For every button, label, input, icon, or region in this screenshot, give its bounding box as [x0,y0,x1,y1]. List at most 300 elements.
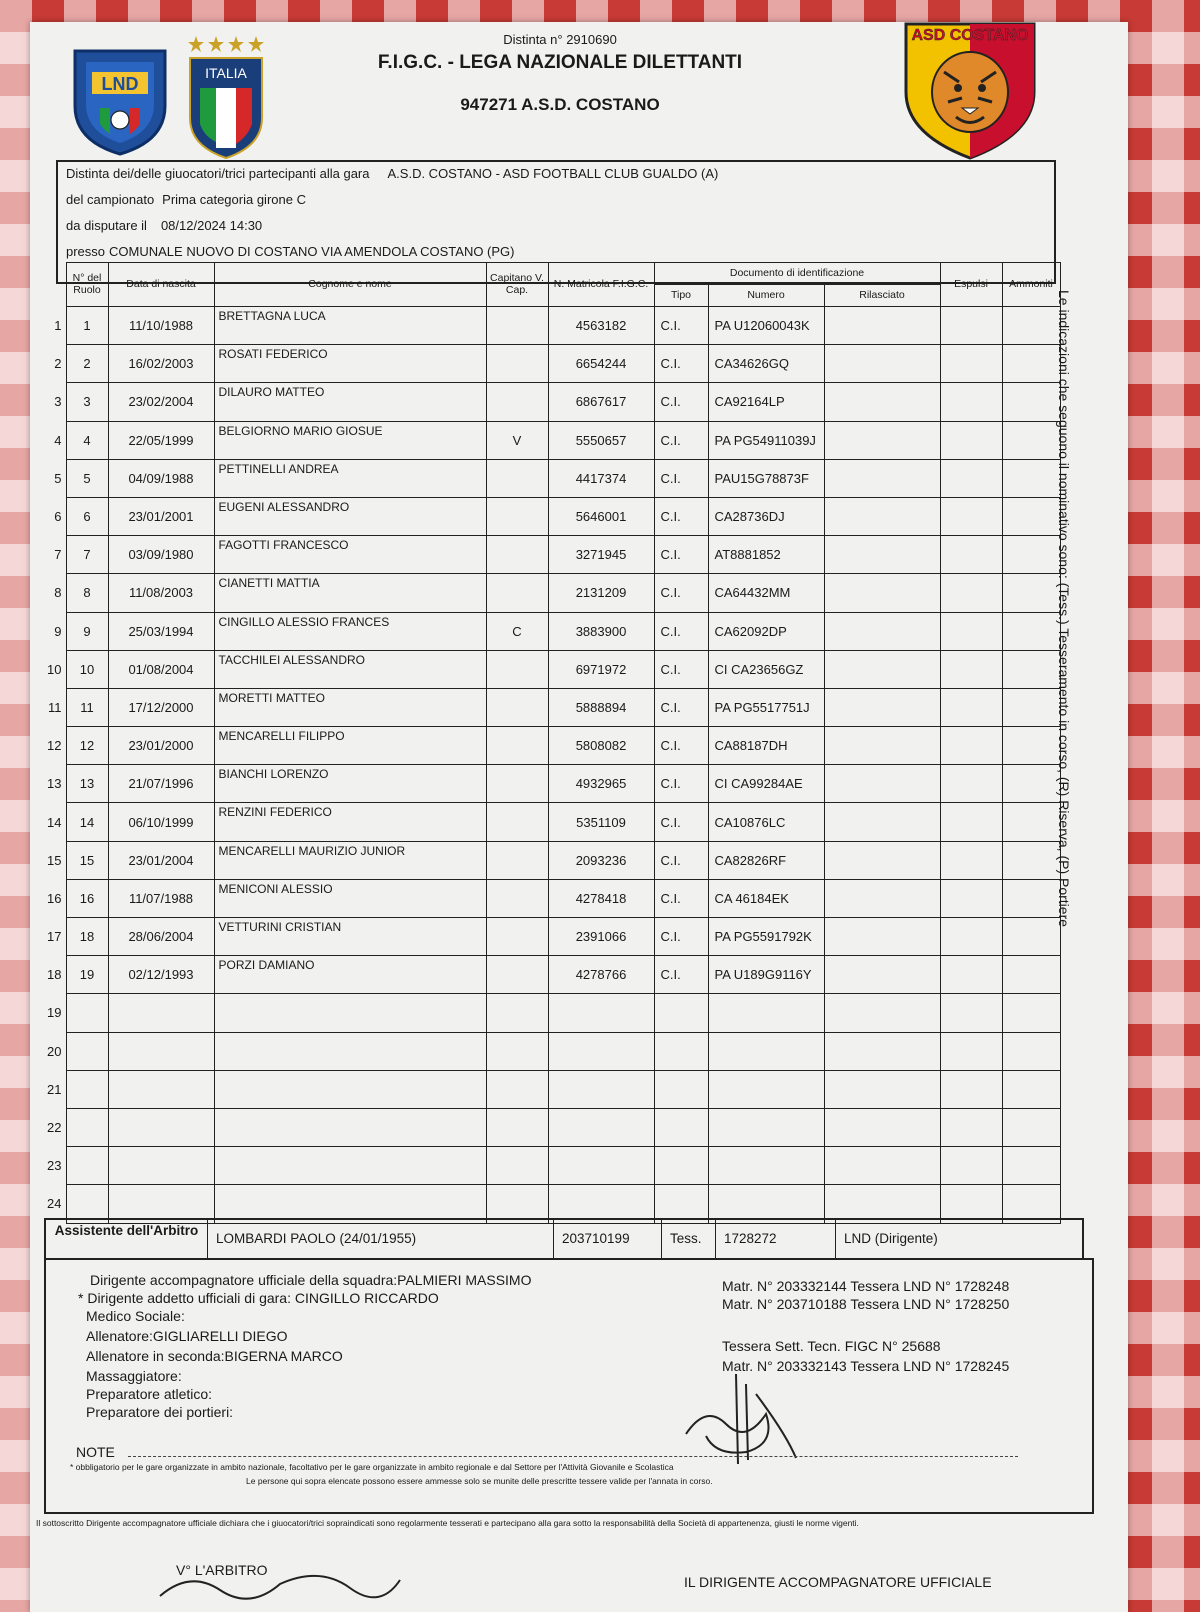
birthdate-cell: 23/01/2004 [108,841,214,879]
doc-number-cell: CA62092DP [708,612,824,650]
table-row [36,536,1060,574]
name-cell: BIANCHI LORENZO [214,765,486,803]
issued-cell [824,650,940,688]
birthdate-cell: 28/06/2004 [108,918,214,956]
table-row [36,421,1060,459]
ruolo-cell: 2 [66,345,108,383]
matricola-cell: 2391066 [548,918,654,956]
venue-value: COMUNALE NUOVO DI COSTANO VIA AMENDOLA COSTANO (PG) [109,244,515,259]
booked-cell [1002,765,1060,803]
issued-cell [824,536,940,574]
col-nascita: Data di nascita [108,263,214,307]
expelled-cell [940,688,1002,726]
birthdate-cell: 11/10/1988 [108,307,214,345]
matr-line-1: Matr. N° 203332144 Tessera LND N° 1728248 [722,1278,1010,1294]
matricola-cell: 4278766 [548,956,654,994]
issued-cell [824,803,940,841]
doc-number-cell: CA92164LP [708,383,824,421]
doc-type-cell: C.I. [654,421,708,459]
birthdate-cell: 11/07/1988 [108,879,214,917]
matricola-cell: 4417374 [548,459,654,497]
issued-cell [824,612,940,650]
expelled-cell [940,574,1002,612]
name-cell: MENICONI ALESSIO [214,879,486,917]
booked-cell [1002,612,1060,650]
row-number: 10 [47,661,62,677]
col-ruolo: N° del Ruolo [66,263,108,307]
name-cell: MENCARELLI MAURIZIO JUNIOR [214,841,486,879]
medico-line: Medico Sociale: [86,1308,185,1324]
issued-cell [824,727,940,765]
ruolo-cell [66,994,108,1032]
booked-cell [1002,841,1060,879]
table-row [36,612,1060,650]
ruolo-cell: 5 [66,459,108,497]
captain-cell [486,994,548,1032]
row-number: 9 [54,623,62,639]
declaration-text: Il sottoscritto Dirigente accompagnatore ufficiale dichiara che i giuocatori/trici sopraindicati sono regolarmente tesserati e partecipano alla gara sotto la responsabilità della Società di appartenenza, giusti le norme vigenti. [36,1518,859,1528]
ruolo-cell: 6 [66,497,108,535]
ruolo-cell: 11 [66,688,108,726]
doc-number-cell: CA64432MM [708,574,824,612]
ruolo-cell: 10 [66,650,108,688]
name-cell: TACCHILEI ALESSANDRO [214,650,486,688]
name-cell: PORZI DAMIANO [214,956,486,994]
matr-line-3: Matr. N° 203332143 Tessera LND N° 1728245 [722,1358,1010,1374]
booked-cell [1002,1147,1060,1185]
staff-box [44,1258,1094,1514]
name-cell [214,994,486,1032]
players-table [36,262,1061,1224]
row-number: 5 [54,470,62,486]
captain-cell [486,536,548,574]
table-row [36,307,1060,345]
doc-number-cell: CA10876LC [708,803,824,841]
matricola-cell: 2093236 [548,841,654,879]
expelled-cell [940,918,1002,956]
matricola-cell [548,1032,654,1070]
booked-cell [1002,459,1060,497]
doc-number-cell: CA82826RF [708,841,824,879]
issued-cell [824,574,940,612]
doc-type-cell: C.I. [654,956,708,994]
prep-portieri-line: Preparatore dei portieri: [86,1404,234,1420]
table-row [36,727,1060,765]
expelled-cell [940,1070,1002,1108]
row-number: 3 [54,394,62,410]
table-row [36,803,1060,841]
tessera-tecn-line: Tessera Sett. Tecn. FIGC N° 25688 [722,1338,941,1354]
row-number: 24 [47,1196,62,1212]
row-number: 7 [54,547,62,563]
table-row [36,841,1060,879]
booked-cell [1002,383,1060,421]
ruolo-cell: 8 [66,574,108,612]
row-number: 16 [47,890,62,906]
doc-number-cell: PA PG54911039J [708,421,824,459]
birthdate-cell [108,994,214,1032]
asd-costano-logo [904,22,1036,160]
col-documento: Documento di identificazione [654,263,940,285]
document-title: F.I.G.C. - LEGA NAZIONALE DILETTANTI [377,52,743,73]
matr-line-2: Matr. N° 203710188 Tessera LND N° 1728250 [722,1296,1010,1312]
row-number: 8 [54,585,62,601]
expelled-cell [940,1108,1002,1146]
doc-type-cell [654,1070,708,1108]
table-row [36,1147,1060,1185]
assistant-matricola: 203710199 [554,1220,662,1258]
championship-value: Prima categoria girone C [162,192,306,207]
birthdate-cell [108,1147,214,1185]
table-row [36,688,1060,726]
expelled-cell [940,879,1002,917]
table-row [36,956,1060,994]
captain-cell [486,803,548,841]
doc-type-cell: C.I. [654,574,708,612]
expelled-cell [940,803,1002,841]
captain-cell [486,1108,548,1146]
booked-cell [1002,727,1060,765]
matricola-cell: 3883900 [548,612,654,650]
name-cell: ROSATI FEDERICO [214,345,486,383]
assistant-name: LOMBARDI PAOLO (24/01/1955) [208,1220,554,1258]
name-cell: BELGIORNO MARIO GIOSUE [214,421,486,459]
birthdate-cell: 21/07/1996 [108,765,214,803]
issued-cell [824,383,940,421]
expelled-cell [940,994,1002,1032]
matricola-cell: 4278418 [548,879,654,917]
captain-cell [486,918,548,956]
birthdate-cell: 03/09/1980 [108,536,214,574]
captain-cell [486,345,548,383]
footnote-2: Le persone qui sopra elencate possono essere ammesse solo se munite delle prescritte tessere valide per l'annata in corso. [246,1476,713,1486]
expelled-cell [940,421,1002,459]
birthdate-cell [108,1032,214,1070]
birthdate-cell: 23/02/2004 [108,383,214,421]
name-cell [214,1147,486,1185]
name-cell: RENZINI FEDERICO [214,803,486,841]
booked-cell [1002,497,1060,535]
row-number: 13 [47,776,62,792]
doc-type-cell: C.I. [654,803,708,841]
issued-cell [824,918,940,956]
captain-cell [486,650,548,688]
assistant-referee-row [44,1218,1084,1260]
doc-type-cell: C.I. [654,765,708,803]
arbitro-label: V° L'ARBITRO [176,1562,268,1578]
name-cell: PETTINELLI ANDREA [214,459,486,497]
footnote-1: * obbligatorio per le gare organizzate in ambito nazionale, facoltativo per le gare organizzate in ambito regionale e dal Settore per l'Attività Giovanile e Scolastica [70,1462,674,1472]
match-label: Distinta dei/delle giuocatori/trici partecipanti alla gara [66,166,370,181]
doc-number-cell: AT8881852 [708,536,824,574]
table-row [36,1032,1060,1070]
captain-cell [486,574,548,612]
birthdate-cell: 01/08/2004 [108,650,214,688]
row-number: 4 [54,432,62,448]
expelled-cell [940,727,1002,765]
issued-cell [824,1108,940,1146]
doc-type-cell: C.I. [654,879,708,917]
assistant-doc-type: Tess. [662,1220,716,1258]
doc-type-cell: C.I. [654,307,708,345]
assistant-label: Assistente dell'Arbitro [46,1220,208,1258]
match-value: A.S.D. COSTANO - ASD FOOTBALL CLUB GUALDO (A) [387,166,719,181]
table-row [36,383,1060,421]
captain-cell [486,956,548,994]
matricola-cell: 5351109 [548,803,654,841]
birthdate-cell: 17/12/2000 [108,688,214,726]
italia-logo-text: ITALIA [205,65,247,81]
ruolo-cell [66,1070,108,1108]
table-row [36,574,1060,612]
name-cell: MENCARELLI FILIPPO [214,727,486,765]
matricola-cell: 5550657 [548,421,654,459]
expelled-cell [940,1147,1002,1185]
issued-cell [824,1147,940,1185]
birthdate-cell: 22/05/1999 [108,421,214,459]
birthdate-cell: 23/01/2000 [108,727,214,765]
name-cell: MORETTI MATTEO [214,688,486,726]
doc-number-cell: CA88187DH [708,727,824,765]
matricola-cell: 4563182 [548,307,654,345]
ruolo-cell: 1 [66,307,108,345]
ruolo-cell: 14 [66,803,108,841]
doc-type-cell: C.I. [654,497,708,535]
doc-number-cell [708,994,824,1032]
issued-cell [824,307,940,345]
birthdate-cell [108,1070,214,1108]
booked-cell [1002,1032,1060,1070]
ruolo-cell: 7 [66,536,108,574]
name-cell: FAGOTTI FRANCESCO [214,536,486,574]
players-table-body [36,307,1060,1224]
massaggiatore-line: Massaggiatore: [86,1368,182,1384]
row-number: 14 [47,814,62,830]
doc-type-cell: C.I. [654,650,708,688]
booked-cell [1002,879,1060,917]
issued-cell [824,765,940,803]
row-number: 2 [54,356,62,372]
note-line [128,1456,1018,1457]
expelled-cell [940,536,1002,574]
birthdate-cell: 25/03/1994 [108,612,214,650]
table-row [36,1108,1060,1146]
ruolo-cell: 18 [66,918,108,956]
col-tipo: Tipo [654,285,708,307]
row-number: 12 [47,738,62,754]
booked-cell [1002,536,1060,574]
doc-type-cell [654,994,708,1032]
name-cell: EUGENI ALESSANDRO [214,497,486,535]
name-cell: CIANETTI MATTIA [214,574,486,612]
booked-cell [1002,918,1060,956]
matricola-cell: 5646001 [548,497,654,535]
captain-cell [486,688,548,726]
doc-number-cell: PA U189G9116Y [708,956,824,994]
name-cell [214,1070,486,1108]
dirigente-line: Dirigente accompagnatore ufficiale della squadra:PALMIERI MASSIMO [90,1272,532,1288]
name-cell: CINGILLO ALESSIO FRANCES [214,612,486,650]
expelled-cell [940,841,1002,879]
captain-cell [486,1070,548,1108]
table-row [36,345,1060,383]
doc-type-cell [654,1147,708,1185]
captain-cell [486,383,548,421]
matricola-cell [548,994,654,1032]
issued-cell [824,688,940,726]
doc-number-cell: PA U12060043K [708,307,824,345]
expelled-cell [940,1032,1002,1070]
doc-type-cell: C.I. [654,383,708,421]
captain-cell [486,497,548,535]
dirigente-signature-label: IL DIRIGENTE ACCOMPAGNATORE UFFICIALE [684,1574,992,1590]
name-cell [214,1108,486,1146]
matricola-cell: 4932965 [548,765,654,803]
doc-number-cell: PA PG5591792K [708,918,824,956]
booked-cell [1002,1108,1060,1146]
table-row [36,994,1060,1032]
row-number: 17 [47,929,62,945]
lnd-logo-text: LND [101,74,139,94]
col-numero: Numero [708,285,824,307]
issued-cell [824,497,940,535]
matricola-cell: 2131209 [548,574,654,612]
col-rilasciato: Rilasciato [824,285,940,307]
doc-number-cell [708,1108,824,1146]
arbitro-signature [150,1560,410,1600]
birthdate-cell [108,1108,214,1146]
lnd-logo [70,46,170,156]
table-row [36,497,1060,535]
birthdate-cell: 11/08/2003 [108,574,214,612]
issued-cell [824,1070,940,1108]
row-number-header [36,263,66,307]
doc-number-cell: PAU15G78873F [708,459,824,497]
matricola-cell: 6971972 [548,650,654,688]
championship-row [66,192,306,207]
doc-type-cell: C.I. [654,727,708,765]
doc-number-cell: PA PG5517751J [708,688,824,726]
expelled-cell [940,497,1002,535]
doc-number-cell: CA 46184EK [708,879,824,917]
issued-cell [824,459,940,497]
booked-cell [1002,421,1060,459]
captain-cell [486,879,548,917]
table-row [36,459,1060,497]
doc-type-cell: C.I. [654,918,708,956]
doc-type-cell [654,1108,708,1146]
matricola-cell: 6867617 [548,383,654,421]
doc-type-cell: C.I. [654,841,708,879]
allenatore2-line: Allenatore in seconda:BIGERNA MARCO [86,1348,343,1364]
expelled-cell [940,307,1002,345]
col-nome: Cognome e nome [214,263,486,307]
row-number: 15 [47,852,62,868]
booked-cell [1002,650,1060,688]
matricola-cell [548,1070,654,1108]
doc-type-cell: C.I. [654,688,708,726]
issued-cell [824,1032,940,1070]
row-number: 18 [47,967,62,983]
birthdate-cell: 04/09/1988 [108,459,214,497]
booked-cell [1002,688,1060,726]
name-cell [214,1032,486,1070]
matricola-cell [548,1147,654,1185]
date-value: 08/12/2024 14:30 [160,218,263,233]
table-row [36,879,1060,917]
row-number: 11 [48,699,62,715]
match-row [66,166,718,181]
booked-cell [1002,956,1060,994]
booked-cell [1002,994,1060,1032]
expelled-cell [940,612,1002,650]
doc-number-cell [708,1147,824,1185]
table-row [36,1070,1060,1108]
booked-cell [1002,1070,1060,1108]
captain-cell: C [486,612,548,650]
prep-atletico-line: Preparatore atletico: [86,1386,213,1402]
matricola-cell: 5808082 [548,727,654,765]
distinta-number: Distinta n° 2910690 [503,32,617,47]
expelled-cell [940,650,1002,688]
addetto-line: * Dirigente addetto ufficiali di gara: CINGILLO RICCARDO [78,1290,439,1306]
row-number: 19 [47,1005,62,1021]
issued-cell [824,956,940,994]
doc-number-cell: CA34626GQ [708,345,824,383]
doc-number-cell [708,1032,824,1070]
booked-cell [1002,574,1060,612]
captain-cell [486,841,548,879]
ruolo-cell: 12 [66,727,108,765]
col-espulsi: Espulsi [940,263,1002,307]
ruolo-cell [66,1108,108,1146]
doc-type-cell: C.I. [654,345,708,383]
row-number: 23 [47,1158,62,1174]
vertical-legend: Le indicazioni che seguono il nominativo sono: (Tess.) Tesseramento in corso, (R) Riserva, (P) Portiere [1056,290,1072,928]
birthdate-cell: 16/02/2003 [108,345,214,383]
captain-cell [486,1032,548,1070]
birthdate-cell: 06/10/1999 [108,803,214,841]
col-matricola: N. Matricola F.I.G.C. [548,263,654,307]
row-number: 6 [54,509,62,525]
expelled-cell [940,765,1002,803]
captain-cell [486,459,548,497]
expelled-cell [940,459,1002,497]
issued-cell [824,421,940,459]
name-cell: BRETTAGNA LUCA [214,307,486,345]
captain-cell [486,307,548,345]
doc-number-cell [708,1070,824,1108]
name-cell: DILAURO MATTEO [214,383,486,421]
row-number: 1 [54,318,62,334]
doc-number-cell: CI CA23656GZ [708,650,824,688]
booked-cell [1002,345,1060,383]
row-number: 21 [47,1081,62,1097]
expelled-cell [940,956,1002,994]
doc-type-cell: C.I. [654,536,708,574]
captain-cell: V [486,421,548,459]
signature-scribble [676,1364,806,1474]
doc-number-cell: CA28736DJ [708,497,824,535]
booked-cell [1002,307,1060,345]
table-row [36,765,1060,803]
ruolo-cell: 15 [66,841,108,879]
note-label: NOTE [76,1444,115,1460]
assistant-issued: LND (Dirigente) [844,1231,938,1246]
matricola-cell [548,1108,654,1146]
row-number: 22 [47,1120,62,1136]
ruolo-cell: 16 [66,879,108,917]
